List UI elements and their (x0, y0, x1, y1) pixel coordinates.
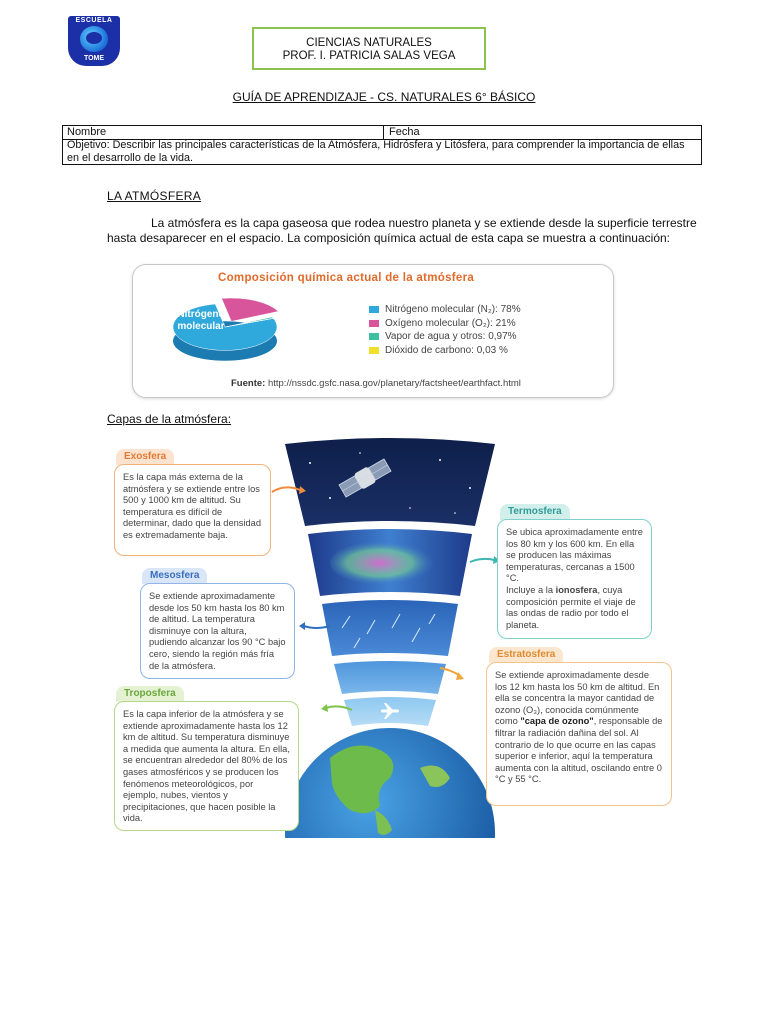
exosphere-description: Es la capa más externa de la atmósfera y se extiende entre los 500 y 1000 km de altitud. Su temperatura es difícil de determinar, dado que la densidad es extremadamente baja. (114, 464, 271, 556)
guide-title: GUÍA DE APRENDIZAJE - CS. NATURALES 6° BÁSICO (232, 90, 536, 104)
exosphere-band (285, 438, 495, 526)
chart-legend (369, 303, 521, 357)
legend-item: Nitrógeno molecular (N₂): 78% (369, 303, 521, 317)
thermosphere-description: Se ubica aproximadamente entre los 80 km y los 600 km. En ella se producen las máximas temperaturas, cercanas a 1500 °C. Incluye a la ionosfera, cuya composición permite el viaje de las ondas de radio por todo el planeta. (497, 519, 652, 639)
school-logo (68, 16, 120, 66)
mesosphere-description: Se extiende aproximadamente desde los 50 km hasta los 80 km de altitud. La temperatura disminuye con la altura, pudiendo alcanzar los 90 °C bajo cero, siendo la región más fría de la atmósfera. (140, 583, 295, 679)
source-url[interactable]: http://nssdc.gsfc.nasa.gov/planetary/factsheet/earthfact.html (267, 378, 521, 389)
pie-label-nitrogen-1: Nitrógeno (177, 309, 225, 320)
nombre-field[interactable]: Nombre (67, 126, 107, 138)
fecha-field[interactable]: Fecha (389, 126, 420, 138)
stratosphere-description: Se extiende aproximadamente desde los 12 km hasta los 50 km de altitud. En ella se concentra la mayor cantidad de ozono (O₃), conocida comúnmente como "capa de ozono", responsable de filtrar la radiación dañina del sol. Al contrario de lo que ocurre en las capas superior e inferior, aquí la temperatura aumenta con la altitud, oscilando entre 0 °C y 55 °C. (486, 662, 672, 806)
pie-label-oxygen-1: Oxígeno (292, 312, 334, 323)
legend-swatch (369, 347, 379, 354)
logo-top-text: ESCUELA (75, 17, 113, 24)
stratosphere-band (334, 661, 446, 694)
legend-swatch (369, 306, 379, 313)
legend-item: Vapor de agua y otros: 0,97% (369, 330, 521, 344)
pie-label-nitrogen-2: molecular (177, 321, 225, 332)
student-info-table (62, 125, 702, 165)
course-name: CIENCIAS NATURALES (306, 37, 432, 49)
logo-bottom-text: TOME (83, 55, 105, 62)
troposphere-label: Troposfera (116, 686, 184, 702)
pie-label-oxygen-2: molecular (289, 323, 337, 334)
objective-text: Objetivo: Describir las principales características de la Atmósfera, Hidrósfera y Litósfera, para comprender la importancia de ellas en el desarrollo de la vida. (67, 139, 685, 164)
chart-title: Composición química actual de la atmósfera (218, 272, 475, 284)
teacher-name: PROF. I. PATRICIA SALAS VEGA (282, 50, 456, 62)
legend-swatch (369, 320, 379, 327)
name-date-row (63, 126, 701, 140)
chart-source: Fuente: http://nssdc.gsfc.nasa.gov/planetary/factsheet/earthfact.html (231, 378, 521, 389)
stratosphere-label: Estratosfera (489, 647, 563, 663)
composition-chart (132, 264, 614, 398)
legend-item: Oxígeno molecular (O₂): 21% (369, 317, 521, 331)
section-title: LA ATMÓSFERA (107, 189, 202, 203)
thermosphere-label: Termosfera (500, 504, 570, 520)
atmosphere-layers-illustration (270, 438, 510, 838)
mesosphere-label: Mesosfera (142, 568, 207, 584)
aurora (330, 541, 440, 585)
intro-paragraph: La atmósfera es la capa gaseosa que rodea nuestro planeta y se extiende desde la superficie terrestre hasta desaparecer en el espacio. La composición química actual de esta capa se muestra a continuación: (107, 216, 697, 245)
earth (285, 728, 495, 838)
legend-item: Dióxido de carbono: 0,03 % (369, 344, 521, 358)
exosphere-label: Exosfera (116, 449, 174, 465)
course-header (252, 27, 486, 70)
legend-swatch (369, 333, 379, 340)
troposphere-description: Es la capa inferior de la atmósfera y se extiende aproximadamente hasta los 12 km de altitud. Su temperatura disminuye a medida que aumenta la altura. En ella, se encuentran alrededor del 80% de los gases atmosféricos y se producen los fenómenos meteorológicos, por ejemplo, nubes, vientos y precipitaciones, que hacen posible la vida. (114, 701, 299, 831)
layers-title: Capas de la atmósfera: (107, 412, 232, 426)
